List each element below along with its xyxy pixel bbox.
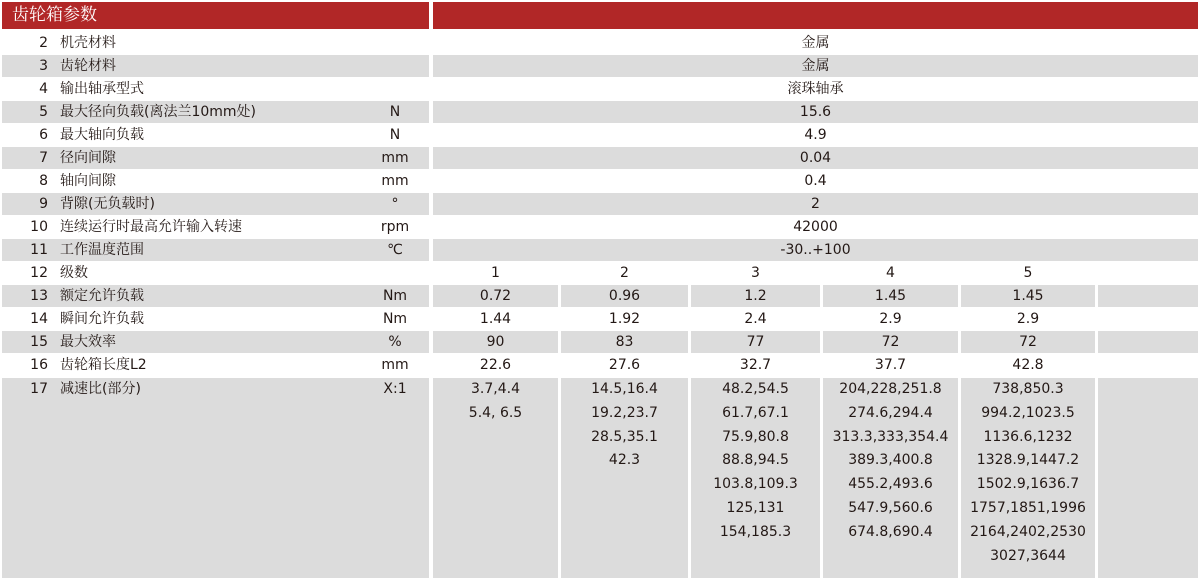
ratio-value: 61.7,67.1 (722, 404, 789, 421)
stage-value-2: 2 (620, 265, 629, 281)
stage-value-1: 22.6 (479, 357, 512, 373)
stage-value-1: 90 (433, 331, 558, 353)
ratio-value: 994.2,1023.5 (981, 404, 1075, 421)
stage-value-1: 1.44 (479, 311, 512, 327)
row-value: 金属 (433, 55, 1198, 77)
ratio-value: 154,185.3 (719, 523, 792, 540)
row-number: 16 (30, 357, 48, 373)
row-label: 减速比(部分) (60, 381, 141, 397)
ratio-value: 738,850.3 (992, 381, 1064, 397)
row-value: 金属 (801, 35, 830, 51)
row-unit: N (389, 127, 401, 143)
table-header-right (433, 2, 1198, 29)
row-number: 2 (39, 35, 48, 51)
table-row (0, 239, 1200, 261)
row-label: 径向间隙 (60, 150, 116, 166)
row-number: 7 (39, 150, 48, 166)
row-label: 工作温度范围 (60, 242, 144, 258)
stage-value-5: 2.9 (1016, 311, 1040, 327)
stage-value-2: 83 (561, 331, 688, 353)
row-label: 机壳材料 (60, 35, 116, 51)
table-row (0, 170, 1200, 192)
stage-value-4: 72 (823, 331, 958, 353)
row-number: 6 (39, 127, 48, 143)
row-unit: mm (381, 173, 409, 189)
table-row (0, 331, 1200, 353)
row-unit: X:1 (383, 381, 407, 397)
row-unit: ° (391, 196, 399, 212)
table-row (0, 55, 1200, 77)
ratio-value: 88.8,94.5 (722, 452, 789, 469)
row-unit: mm (381, 150, 409, 166)
ratio-value: 28.5,35.1 (591, 428, 658, 445)
row-unit: rpm (380, 219, 410, 235)
ratio-value: 3.7,4.4 (471, 381, 520, 397)
row-number: 17 (30, 381, 48, 397)
ratio-value: 455.2,493.6 (848, 476, 933, 493)
ratio-value: 274.6,294.4 (848, 404, 933, 421)
ratio-value: 48.2,54.5 (722, 381, 789, 397)
row-unit: Nm (382, 311, 408, 327)
row-number: 3 (39, 58, 48, 74)
ratio-value: 313.3,333,354.4 (832, 428, 949, 445)
ratio-value: 42.3 (608, 452, 641, 469)
table-row (0, 308, 1200, 330)
stage-value-1: 1 (491, 265, 500, 281)
row-label: 级数 (60, 265, 88, 281)
table-header-left (2, 2, 429, 29)
row-unit (360, 32, 430, 54)
table-row (0, 101, 1200, 123)
stage-value-4: 4 (886, 265, 895, 281)
row-shading-end (1098, 331, 1198, 353)
table-row (0, 124, 1200, 146)
row-number: 5 (39, 104, 48, 120)
table-row (0, 32, 1200, 54)
row-unit: ℃ (387, 242, 403, 258)
ratio-value: 75.9,80.8 (722, 428, 789, 445)
row-number: 10 (30, 219, 48, 235)
stage-value-4: 2.9 (879, 311, 902, 327)
row-unit: N (389, 104, 401, 120)
row-label: 额定允许负载 (60, 288, 144, 304)
row-number: 14 (30, 311, 48, 327)
row-label: 瞬间允许负载 (60, 311, 144, 327)
row-value: 42000 (793, 219, 838, 235)
row-value: 4.9 (804, 127, 827, 143)
row-shading-end (1098, 378, 1198, 578)
stage-value-1: 0.72 (433, 285, 558, 307)
ratio-value: 1502.9,1636.7 (976, 476, 1080, 493)
table-row (0, 262, 1200, 284)
row-label: 背隙(无负载时) (60, 196, 155, 212)
table-row (0, 285, 1200, 307)
row-label: 轴向间隙 (60, 173, 116, 189)
table-row (0, 78, 1200, 100)
row-label: 齿轮材料 (60, 58, 116, 74)
row-number: 8 (39, 173, 48, 189)
stage-value-3: 77 (691, 331, 820, 353)
row-value: 0.04 (433, 147, 1198, 169)
ratio-column-2 (561, 378, 688, 578)
ratio-value: 547.9,560.6 (848, 499, 933, 516)
stage-value-2: 0.96 (561, 285, 688, 307)
table-row (0, 147, 1200, 169)
row-label: 最大效率 (60, 334, 116, 350)
row-label: 齿轮箱长度L2 (60, 357, 147, 373)
ratio-value: 19.2,23.7 (591, 404, 658, 421)
ratio-column-4 (823, 378, 958, 578)
row-unit (360, 262, 430, 284)
row-unit: mm (381, 357, 409, 373)
stage-value-5: 1.45 (961, 285, 1095, 307)
ratio-column-1 (433, 378, 558, 578)
ratio-value: 3027,3644 (990, 547, 1066, 564)
ratio-value: 14.5,16.4 (591, 381, 658, 397)
ratio-value: 1757,1851,1996 (970, 499, 1086, 516)
ratio-value: 5.4, 6.5 (468, 404, 523, 421)
row-number: 11 (30, 242, 48, 258)
ratio-value: 125,131 (726, 499, 785, 516)
table-row (0, 193, 1200, 215)
row-number: 12 (30, 265, 48, 281)
ratio-column-5 (961, 378, 1095, 578)
stage-value-3: 1.2 (691, 285, 820, 307)
row-number: 13 (30, 288, 48, 304)
row-unit (360, 55, 430, 77)
row-label: 最大轴向负载 (60, 127, 144, 143)
ratio-value: 674.8,690.4 (848, 523, 933, 540)
row-value: 15.6 (433, 101, 1198, 123)
row-value: 滚珠轴承 (787, 81, 844, 97)
row-value: -30..+100 (433, 239, 1198, 261)
stage-value-2: 27.6 (608, 357, 641, 373)
stage-value-4: 37.7 (874, 357, 907, 373)
stage-value-3: 3 (751, 265, 760, 281)
row-value: 0.4 (804, 173, 827, 189)
stage-value-5: 72 (961, 331, 1095, 353)
ratio-value: 2164,2402,2530 (970, 523, 1086, 540)
row-label: 连续运行时最高允许输入转速 (60, 219, 242, 235)
ratio-value: 1328.9,1447.2 (976, 452, 1080, 469)
stage-value-4: 1.45 (823, 285, 958, 307)
stage-value-2: 1.92 (608, 311, 641, 327)
ratio-value: 389.3,400.8 (848, 452, 933, 469)
stage-value-5: 42.8 (1012, 357, 1044, 373)
row-number: 4 (39, 81, 48, 97)
table-title: 齿轮箱参数 (12, 5, 97, 25)
row-number: 9 (39, 196, 48, 212)
ratio-column-3 (691, 378, 820, 578)
row-label: 输出轴承型式 (60, 81, 144, 97)
table-row (0, 354, 1200, 376)
stage-value-3: 2.4 (744, 311, 767, 327)
stage-value-5: 5 (1023, 265, 1033, 281)
ratio-value: 1136.6,1232 (983, 428, 1073, 445)
row-shading-end (1098, 285, 1198, 307)
row-number: 15 (30, 334, 48, 350)
table-row-ratios (0, 378, 1200, 578)
stage-value-3: 32.7 (739, 357, 772, 373)
row-unit: % (388, 334, 402, 350)
ratio-value: 103.8,109.3 (713, 476, 798, 493)
row-value: 2 (433, 193, 1198, 215)
ratio-value: 204,228,251.8 (839, 381, 942, 397)
row-unit (360, 78, 430, 100)
row-label: 最大径向负载(离法兰10mm处) (60, 104, 257, 120)
table-row (0, 216, 1200, 238)
row-unit: Nm (382, 288, 408, 304)
